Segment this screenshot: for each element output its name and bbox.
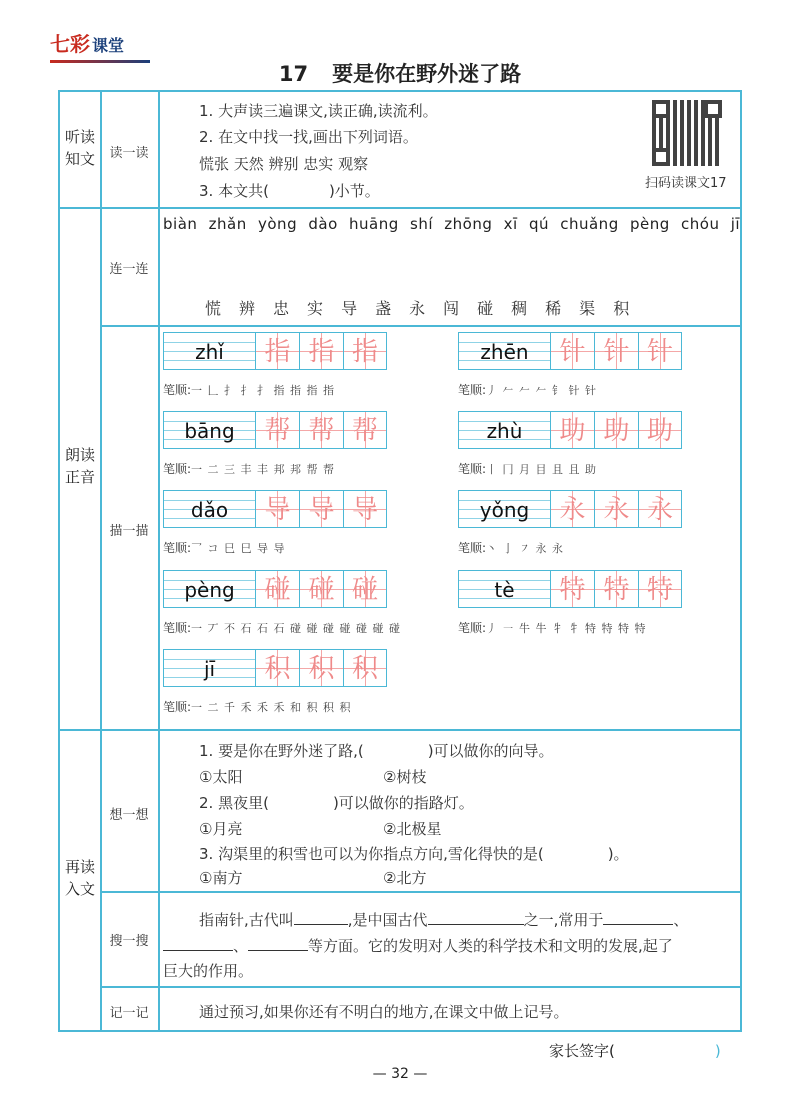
trace-pinyin: zhēn — [458, 332, 550, 370]
stroke-label: 笔顺: — [163, 700, 192, 714]
search-line-3: 巨大的作用。 — [163, 962, 254, 980]
trace-grid — [458, 332, 682, 370]
trace-grid — [163, 332, 387, 370]
stroke-sequence: 一 𠃊 扌 扌 扌 指 指 指 指 — [191, 384, 336, 397]
section-label-reread: 再读入文 — [64, 858, 95, 898]
connect-char[interactable]: 稀 — [545, 299, 562, 318]
think-q3-opt2[interactable]: ②北方 — [383, 869, 427, 887]
section-label-readaloud: 朗读正音 — [64, 446, 95, 486]
stroke-sequence: 一 二 三 丰 丰 邦 邦 帮 帮 — [191, 463, 336, 476]
stroke-label: 笔顺: — [458, 621, 487, 635]
stroke-label: 笔顺: — [163, 541, 192, 555]
trace-grid — [163, 411, 387, 449]
trace-pinyin: jī — [163, 649, 255, 687]
lesson-title: 17 要是你在野外迷了路 — [278, 62, 522, 86]
trace-char-box[interactable]: 帮 — [343, 411, 387, 449]
trace-pinyin: tè — [458, 570, 550, 608]
trace-grid — [458, 490, 682, 528]
row-divider — [100, 986, 742, 988]
connect-char[interactable]: 闯 — [443, 299, 460, 318]
trace-grid — [163, 570, 387, 608]
trace-pinyin: zhù — [458, 411, 550, 449]
stroke-order — [163, 460, 335, 477]
search-line-2: 、 等方面。它的发明对人类的科学技术和文明的发展,起了 — [163, 935, 673, 956]
connect-char[interactable]: 永 — [409, 299, 426, 318]
think-q2: 2. 黑夜里( )可以做你的指路灯。 — [199, 794, 474, 812]
trace-char-box[interactable]: 助 — [638, 411, 682, 449]
stroke-sequence: 丨 冂 月 目 且 且 助 — [486, 463, 598, 476]
read-vocab-list: 慌张 天然 辨别 忠实 观察 — [199, 155, 369, 173]
connect-char[interactable]: 导 — [341, 299, 358, 318]
qr-code-icon[interactable] — [652, 100, 722, 166]
stroke-order — [163, 698, 352, 715]
subsection-trace: 描一描 — [109, 524, 149, 539]
stroke-order — [458, 539, 564, 556]
subsection-read: 读一读 — [109, 146, 149, 161]
trace-pinyin: zhǐ — [163, 332, 255, 370]
section-label-listen: 听读知文 — [64, 128, 95, 168]
section-divider — [100, 91, 102, 1031]
search-line-1: 指南针,古代叫 ,是中国古代 之一,常用于 、 — [199, 911, 689, 929]
connect-char[interactable]: 实 — [307, 299, 324, 318]
connect-char[interactable]: 稠 — [511, 299, 528, 318]
subsection-connect: 连一连 — [109, 262, 149, 277]
trace-char-box[interactable]: 针 — [550, 332, 594, 370]
think-q1-opt1[interactable]: ①太阳 — [199, 768, 243, 786]
think-q1: 1. 要是你在野外迷了路,( )可以做你的向导。 — [199, 742, 554, 760]
trace-char-box[interactable]: 导 — [255, 490, 299, 528]
trace-char-box[interactable]: 助 — [594, 411, 638, 449]
stroke-label: 笔顺: — [458, 383, 487, 397]
stroke-label: 笔顺: — [163, 462, 192, 476]
trace-char-box[interactable]: 特 — [638, 570, 682, 608]
search-blank-inventions[interactable] — [428, 909, 524, 925]
connect-char[interactable]: 积 — [613, 299, 630, 318]
connect-char[interactable]: 盏 — [375, 299, 392, 318]
trace-char-box[interactable]: 碰 — [343, 570, 387, 608]
subsection-divider — [158, 91, 160, 1031]
stroke-sequence: 丿 𠂉 𠂉 𠂉 钅 针 针 — [486, 384, 598, 397]
subsection-search: 搜一搜 — [109, 934, 149, 949]
trace-char-box[interactable]: 针 — [638, 332, 682, 370]
trace-char-box[interactable]: 指 — [343, 332, 387, 370]
trace-char-box[interactable]: 导 — [299, 490, 343, 528]
connect-char[interactable]: 慌 — [205, 299, 222, 318]
trace-char-box[interactable]: 帮 — [255, 411, 299, 449]
trace-grid — [163, 649, 387, 687]
stroke-order — [163, 619, 401, 636]
subsection-think: 想一想 — [109, 808, 149, 823]
stroke-order — [458, 619, 647, 636]
row-divider — [59, 729, 742, 731]
search-blank-use-1[interactable] — [603, 909, 673, 925]
stroke-sequence: 丿 ㇐ 牛 牛 牜 牜 特 特 特 特 — [486, 622, 647, 635]
think-q2-opt1[interactable]: ①月亮 — [199, 820, 243, 838]
connect-char[interactable]: 碰 — [477, 299, 494, 318]
trace-char-box[interactable]: 指 — [255, 332, 299, 370]
read-task-2: 2. 在文中找一找,画出下列词语。 — [199, 128, 418, 146]
trace-char-box[interactable]: 永 — [594, 490, 638, 528]
trace-grid — [163, 490, 387, 528]
row-divider — [100, 891, 742, 893]
parent-signature[interactable]: 家长签字( ) — [549, 1042, 721, 1060]
trace-char-box[interactable]: 碰 — [255, 570, 299, 608]
connect-chars-row — [205, 296, 629, 319]
stroke-label: 笔顺: — [458, 462, 487, 476]
connect-char[interactable]: 忠 — [273, 299, 290, 318]
think-q3-opt1[interactable]: ①南方 — [199, 869, 243, 887]
trace-grid — [458, 411, 682, 449]
trace-char-box[interactable]: 永 — [638, 490, 682, 528]
stroke-sequence: 一 丆 不 石 石 石 碰 碰 碰 碰 碰 碰 碰 — [191, 622, 402, 635]
trace-pinyin: bāng — [163, 411, 255, 449]
trace-pinyin: dǎo — [163, 490, 255, 528]
trace-grid — [458, 570, 682, 608]
stroke-label: 笔顺: — [163, 383, 192, 397]
qr-caption: 扫码读课文17 — [645, 176, 727, 191]
think-q2-opt2[interactable]: ②北极星 — [383, 820, 442, 838]
trace-char-box[interactable]: 帮 — [299, 411, 343, 449]
think-q3: 3. 沟渠里的积雪也可以为你指点方向,雪化得快的是( )。 — [199, 845, 629, 863]
trace-char-box[interactable]: 积 — [299, 649, 343, 687]
stroke-label: 笔顺: — [163, 621, 192, 635]
search-blank-use-2[interactable] — [163, 935, 233, 951]
trace-char-box[interactable]: 导 — [343, 490, 387, 528]
stroke-sequence: 乛 コ 巳 巳 导 导 — [191, 542, 286, 555]
trace-char-box[interactable]: 碰 — [299, 570, 343, 608]
trace-char-box[interactable]: 针 — [594, 332, 638, 370]
stroke-order — [163, 539, 286, 556]
stroke-label: 笔顺: — [458, 541, 487, 555]
stroke-order — [458, 460, 597, 477]
trace-char-box[interactable]: 助 — [550, 411, 594, 449]
trace-char-box[interactable]: 永 — [550, 490, 594, 528]
read-task-3: 3. 本文共( )小节。 — [199, 182, 380, 200]
trace-char-box[interactable]: 特 — [550, 570, 594, 608]
search-blank-use-3[interactable] — [248, 935, 308, 951]
trace-char-box[interactable]: 指 — [299, 332, 343, 370]
stroke-sequence: 丶 亅 ㇇ 永 永 — [486, 542, 565, 555]
stroke-order — [163, 381, 335, 398]
search-blank-ancient-name[interactable] — [294, 909, 348, 925]
connect-char[interactable]: 辨 — [239, 299, 256, 318]
subsection-remember: 记一记 — [109, 1006, 149, 1021]
connect-char[interactable]: 渠 — [579, 299, 596, 318]
page-number: — 32 — — [372, 1066, 428, 1082]
row-divider — [100, 325, 742, 327]
trace-char-box[interactable]: 积 — [255, 649, 299, 687]
trace-char-box[interactable]: 积 — [343, 649, 387, 687]
stroke-order — [458, 381, 597, 398]
think-q1-opt2[interactable]: ②树枝 — [383, 768, 427, 786]
stroke-sequence: 一 二 千 禾 禾 禾 和 积 积 积 — [191, 701, 352, 714]
trace-char-box[interactable]: 特 — [594, 570, 638, 608]
trace-pinyin: yǒng — [458, 490, 550, 528]
connect-pinyin-row: biàn zhǎn yòng dào huāng shí zhōng xī qú chuǎng pèng chóu jī — [163, 215, 741, 233]
trace-pinyin: pèng — [163, 570, 255, 608]
row-divider — [59, 207, 742, 209]
remember-text: 通过预习,如果你还有不明白的地方,在课文中做上记号。 — [199, 1003, 569, 1021]
read-task-1: 1. 大声读三遍课文,读正确,读流利。 — [199, 102, 438, 120]
brand-logo: 七彩 课堂 — [50, 32, 125, 56]
